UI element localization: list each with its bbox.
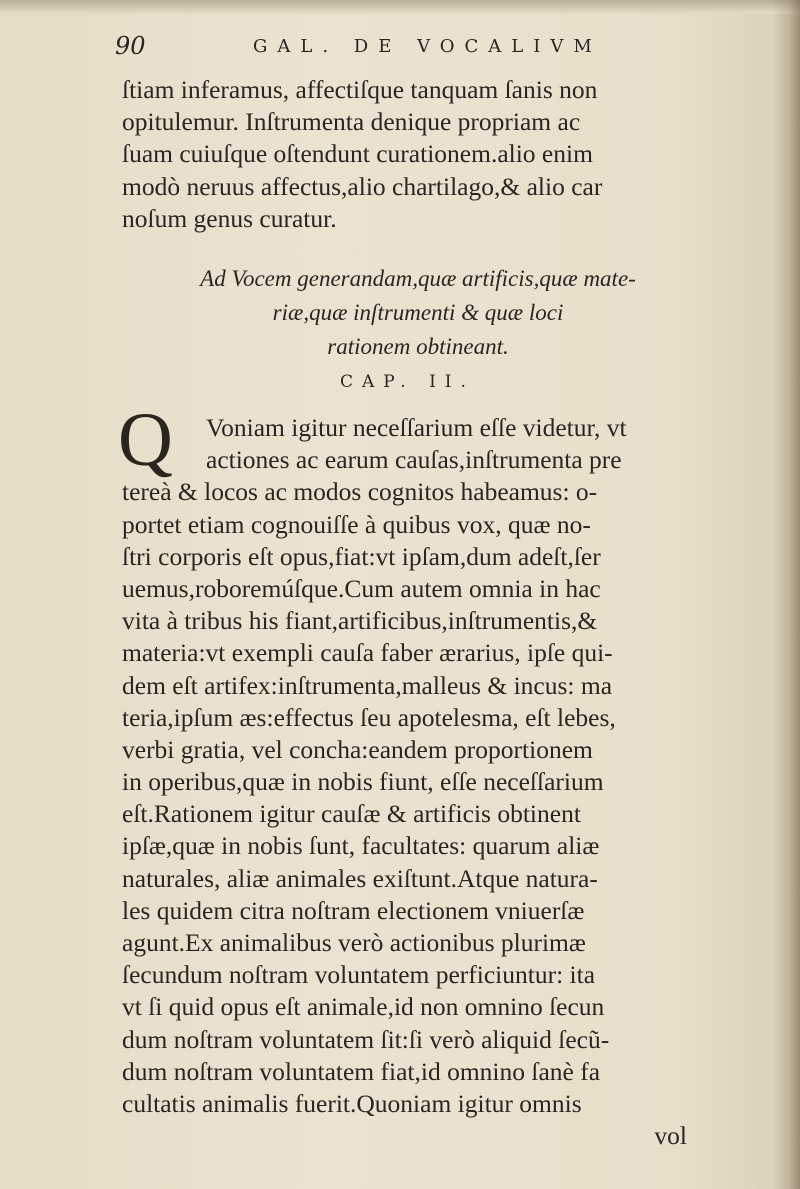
paragraph-2: [122, 412, 707, 1152]
text-line: uemus,roboremúſque.Cum autem omnia in hac: [122, 573, 601, 603]
text-line: tereà & locos ac modos cognitos habeamus: o-: [122, 477, 598, 507]
text-line: ſecundum noſtram voluntatem perficiuntur: ita: [122, 960, 596, 990]
text-line: actiones ac earum cauſas,inſtrumenta pre: [206, 445, 622, 475]
text-line: portet etiam cognouiſſe à quibus vox, quæ no-: [122, 509, 591, 539]
paragraph-1: [122, 74, 707, 235]
text-line: modò neruus affectus,alio chartilago,& alio car: [122, 171, 603, 201]
text-line: Voniam igitur neceſſarium eſſe videtur, vt: [206, 413, 627, 442]
page-number: 90: [115, 32, 146, 60]
heading-line: Ad Vocem generandam,quæ artificis,quæ mate-: [200, 266, 636, 291]
text-line: ſtiam inferamus, affectiſque tanquam ſanis non: [122, 75, 598, 104]
text-line: vita à tribus his fiant,artificibus,inſtrumentis,&: [122, 606, 598, 636]
text-line: materia:vt exempli cauſa faber ærarius, ipſe qui-: [122, 638, 613, 668]
heading-line: riæ,quæ inſtrumenti & quæ loci: [272, 300, 564, 325]
text-line: naturales, aliæ animales exiſtunt.Atque natura-: [122, 863, 598, 893]
text-line: agunt.Ex animalibus verò actionibus plurimæ: [122, 928, 586, 957]
text-line: noſum genus curatur.: [122, 203, 337, 233]
text-line: dum noſtram voluntatem ſit:ſi verò aliquid ſecũ-: [122, 1024, 610, 1054]
text-line: eſt.Rationem igitur cauſæ & artificis obtinent: [122, 799, 581, 829]
chapter-label: CAP. II.: [340, 372, 475, 392]
page-gutter-shadow: [772, 0, 800, 1189]
text-line: dem eſt artifex:inſtrumenta,malleus & incus: ma: [122, 670, 613, 700]
text-line: in operibus,quæ in nobis fiunt, eſſe neceſſarium: [122, 767, 604, 797]
text-line: cultatis animalis fuerit.Quoniam igitur omnis: [122, 1088, 582, 1118]
drop-initial: Q: [118, 398, 173, 482]
running-title: GAL. DE VOCALIVM: [253, 36, 602, 57]
text-line: vt ſi quid opus eſt animale,id non omnino ſecun: [122, 992, 605, 1022]
heading-line: rationem obtineant.: [327, 334, 509, 359]
text-line: teria,ipſum æs:effectus ſeu apotelesma, eſt lebes,: [122, 702, 616, 732]
catchword: vol: [654, 1121, 687, 1151]
text-line: les quidem citra noſtram electionem vniuerſæ: [122, 895, 585, 925]
text-line: verbi gratia, vel concha:eandem proportionem: [122, 734, 593, 764]
section-heading: [148, 262, 688, 364]
text-line: ipſæ,quæ in nobis ſunt, facultates: quarum aliæ: [122, 831, 600, 861]
page-top-edge: [0, 0, 800, 14]
text-line: dum noſtram voluntatem fiat,id omnino ſanè fa: [122, 1056, 601, 1086]
page-header: [115, 32, 715, 66]
text-line: ſuam cuiuſque oſtendunt curationem.alio enim: [122, 139, 593, 169]
text-line: opitulemur. Inſtrumenta denique propriam ac: [122, 107, 581, 137]
text-line: ſtri corporis eſt opus,fiat:vt ipſam,dum adeſt,ſer: [122, 541, 601, 571]
